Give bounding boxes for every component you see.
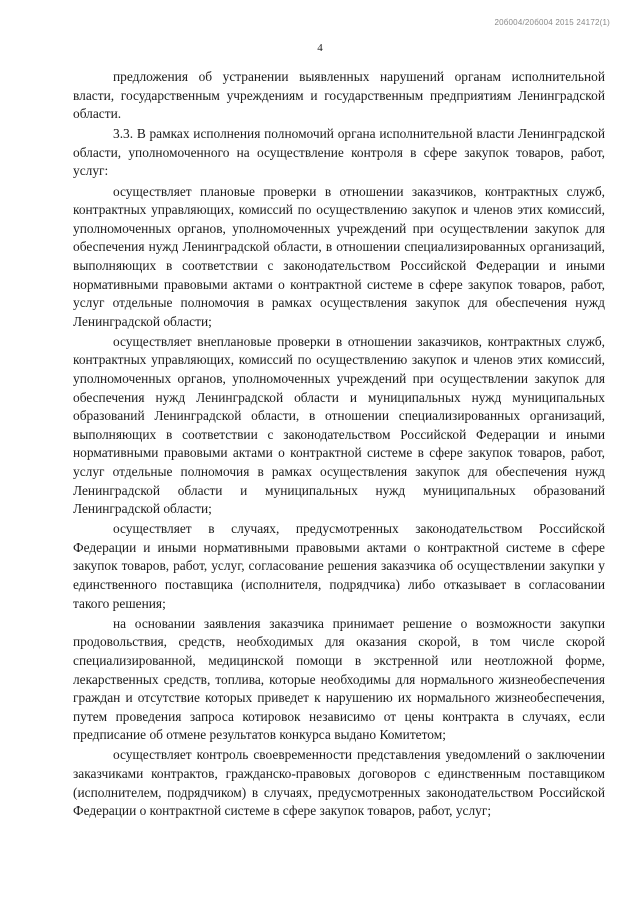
paragraph-unplanned-inspections: осуществляет внеплановые проверки в отношении заказчиков, контрактных служб, контрактных управляющих, комиссий по осуществлению закупок и членов этих комиссий, уполномоченных органов, уполномоченных учреждений при осуществлении закупок для обеспечения нужд Ленинградской области и муниципальных нужд муниципальных образований Ленинградской области, в отношении специализированных организаций, выполняющих в соответствии с законодательством Российской Федерации и иными нормативными правовыми актами о контрактной системе в сфере закупок товаров, работ, услуг отдельные полномочия в рамках осуществления закупок для обеспечения нужд Ленинградской области и муниципальных нужд муниципальных образований Ленинградской области; <box>73 333 605 517</box>
paragraph-quotation-request: на основании заявления заказчика принимает решение о возможности закупки продовольствия, средств, необходимых для оказания скорой, в том числе скорой специализированной, медицинской помощи в экстренной или неотложной форме, лекарственных средств, топлива, которые необходимы для нормального жизнеобеспечения граждан и отсутствие которых приведет к нарушению их нормального жизнеобеспечения, путем проведения запроса котировок независимо от цены контракта в случаях, если предписание об отмене результатов конкурса выдано Комитетом; <box>73 615 605 743</box>
paragraph-planned-inspections: осуществляет плановые проверки в отношении заказчиков, контрактных служб, контрактных управляющих, комиссий по осуществлению закупок и членов этих комиссий, уполномоченных органов, уполномоченных учреждений при осуществлении закупок для обеспечения нужд Ленинградской области, в отношении специализированных организаций, выполняющих в соответствии с законодательством Российской Федерации и иными нормативными правовыми актами о контрактной системе в сфере закупок товаров, работ, услуг отдельные полномочия в рамках осуществления закупок для обеспечения нужд Ленинградской области; <box>73 183 605 329</box>
document-stamp: 20б004/20б004 2015 24172(1) <box>494 18 610 27</box>
page-number: 4 <box>317 42 323 54</box>
paragraph-section-3-3: 3.3. В рамках исполнения полномочий органа исполнительной власти Ленинградской области, уполномоченного на осуществление контроля в сфере закупок товаров, работ, услуг: <box>73 126 605 179</box>
paragraph-sole-supplier-approval: осуществляет в случаях, предусмотренных законодательством Российской Федерации и иными нормативными правовыми актами о контрактной системе в сфере закупок товаров, работ, услуг, согласование решения заказчика об осуществлении закупки у единственного поставщика (исполнителя, подрядчика) либо отказывает в согласовании такого решения; <box>73 521 605 611</box>
paragraph-notification-control: осуществляет контроль своевременности представления уведомлений о заключении заказчиками контрактов, гражданско-правовых договоров с единственным поставщиком (исполнителем, подрядчиком) в случаях, предусмотренных законодательством Российской Федерации о контрактной системе в сфере закупок товаров, работ, услуг; <box>73 747 605 819</box>
document-body <box>73 68 605 822</box>
paragraph-proposals: предложения об устранении выявленных нарушений органам исполнительной власти, государственным учреждениям и государственным предприятиям Ленинградской области. <box>73 69 605 122</box>
